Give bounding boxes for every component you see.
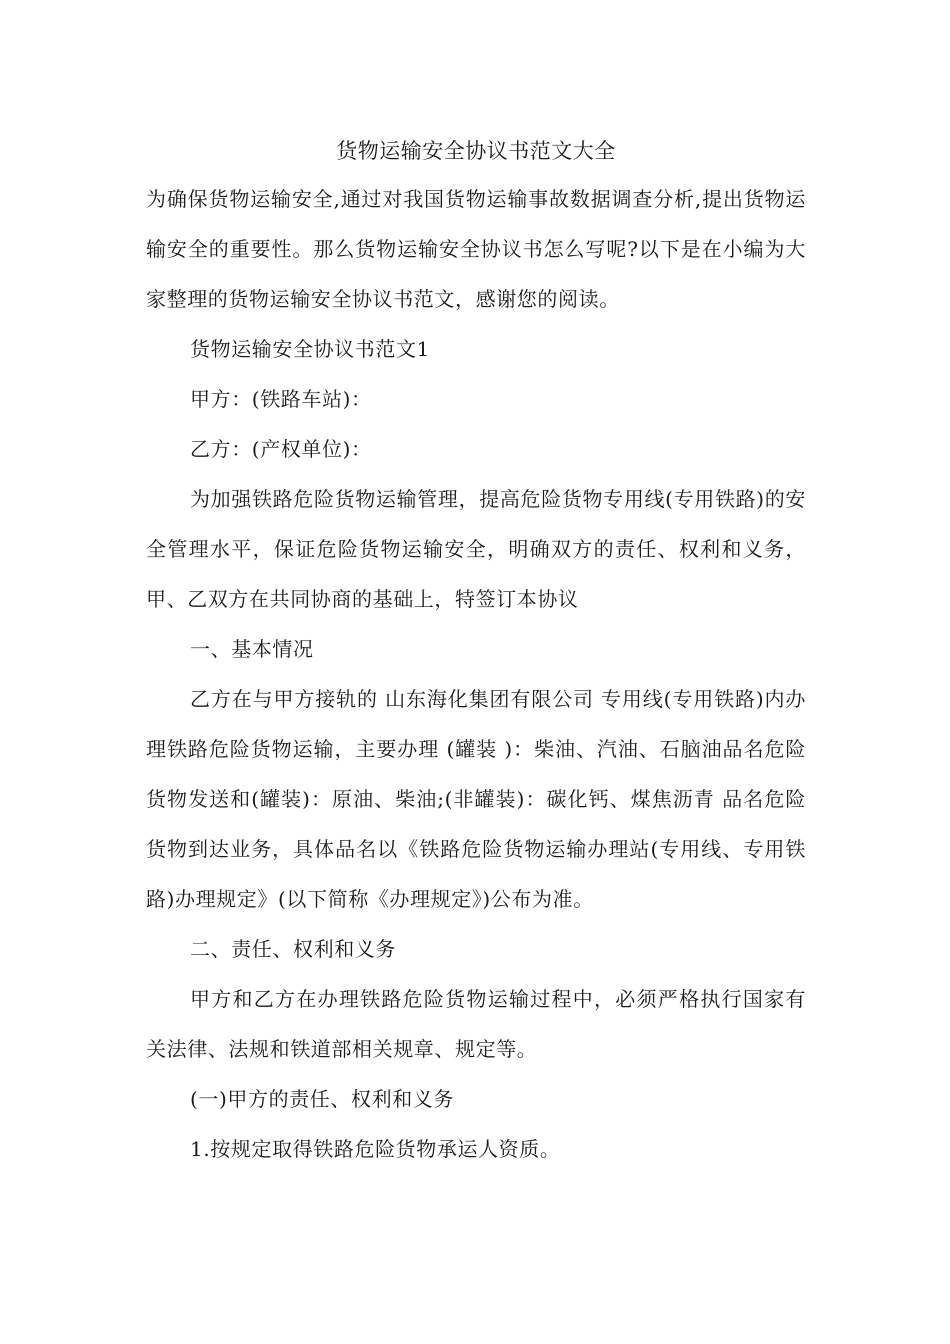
document-title: 货物运输安全协议书范文大全 [336, 139, 616, 163]
document-page [146, 128, 806, 1174]
heading-sample-1: 货物运输安全协议书范文1 [190, 337, 430, 361]
intro-paragraph: 为确保货物运输安全,通过对我国货物运输事故数据调查分析,提出货物运输安全的重要性。那么货物运输安全协议书怎么写呢?以下是在小编为大家整理的货物运输安全协议书范文，感谢您的阅读。 [146, 187, 806, 311]
list-item-1: 1.按规定取得铁路危险货物承运人资质。 [190, 1137, 561, 1161]
purpose-paragraph: 为加强铁路危险货物运输管理，提高危险货物专用线(专用铁路)的安全管理水平，保证危险货物运输安全，明确双方的责任、权利和义务，甲、乙双方在共同协商的基础上，特签订本协议 [146, 487, 806, 611]
responsibilities-paragraph: 甲方和乙方在办理铁路危险货物运输过程中，必须严格执行国家有关法律、法规和铁道部相关规章、规定等。 [146, 987, 806, 1061]
section-heading-basic-info: 一、基本情况 [190, 637, 314, 661]
subsection-heading-party-a: (一)甲方的责任、权利和义务 [190, 1087, 455, 1111]
basic-info-paragraph: 乙方在与甲方接轨的 山东海化集团有限公司 专用线(专用铁路)内办理铁路危险货物运输，主要办理 (罐装 )：柴油、汽油、石脑油品名危险货物发送和(罐装)：原油、柴油;(非罐装)：碳化钙、煤焦沥青 品名危险货物到达业务，具体品名以《铁路危险货物运输办理站(专用线、专用铁路)办理规定》(以下简称《办理规定》)公布为准。 [146, 687, 806, 911]
party-b-line: 乙方：(产权单位)： [190, 437, 372, 461]
section-heading-responsibilities: 二、责任、权利和义务 [190, 937, 396, 961]
party-a-line: 甲方：(铁路车站)： [190, 387, 372, 411]
